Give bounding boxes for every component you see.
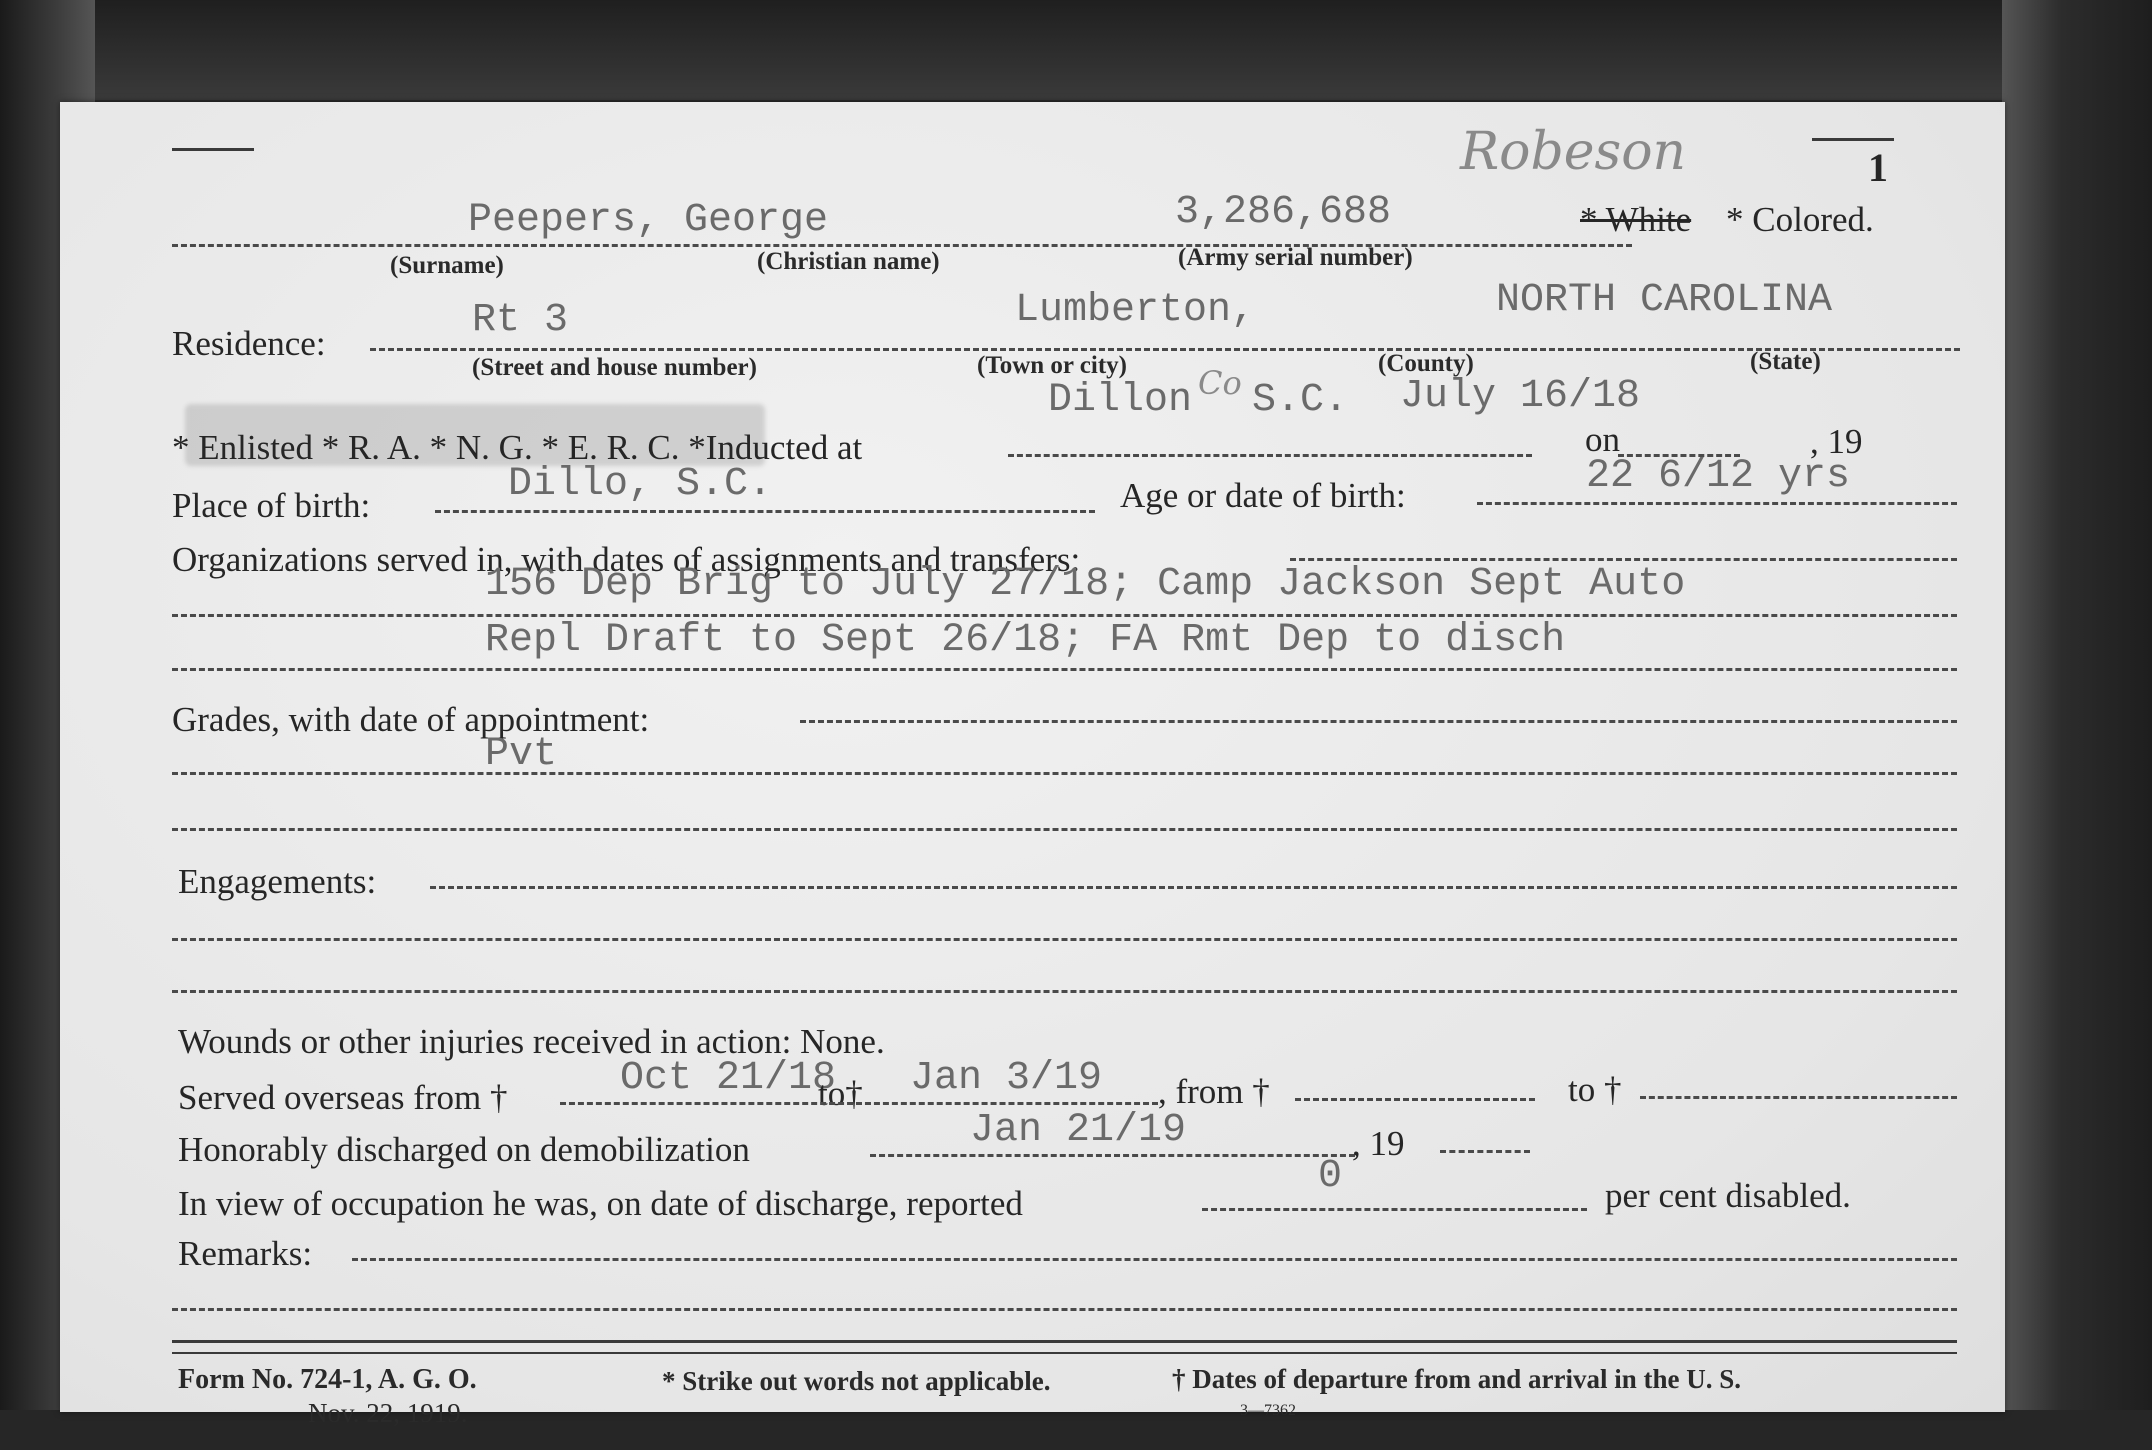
residence-state: NORTH CAROLINA — [1496, 278, 1833, 323]
race-option-colored: * Colored. — [1726, 200, 1874, 239]
discharge-year-line — [1440, 1150, 1530, 1153]
wounds-label: Wounds or other injuries received in action: None. — [178, 1022, 885, 1061]
overseas-from-2: , from † — [1158, 1072, 1270, 1111]
county-handwritten: Robeson — [1460, 122, 1687, 182]
residence-street: Rt 3 — [472, 298, 569, 343]
serial-caption: (Army serial number) — [1178, 244, 1413, 271]
engagements-rule-2 — [172, 990, 1957, 993]
form-date: Nov. 22, 1919. — [308, 1398, 468, 1428]
birth-line — [435, 510, 1095, 513]
inducted-line — [1008, 454, 1532, 457]
grades-label: Grades, with date of appointment: — [172, 700, 650, 739]
scan-background-top — [0, 0, 2152, 100]
race-option-white: * White — [1580, 200, 1692, 239]
organizations-rule-2 — [172, 668, 1957, 671]
disabled-label: per cent disabled. — [1605, 1176, 1851, 1215]
occupation-label: In view of occupation he was, on date of discharge, reported — [178, 1184, 1023, 1223]
organizations-label: Organizations served in, with dates of assignments and transfers: — [172, 540, 1081, 579]
enlisted-label: * Enlisted * R. A. * N. G. * E. R. C. *Inducted at — [172, 428, 863, 467]
overseas-line-2 — [1295, 1098, 1535, 1101]
overseas-line — [560, 1102, 1158, 1105]
organizations-line-1: 156 Dep Brig to July 27/18; Camp Jackson Sept Auto — [485, 562, 1686, 607]
grades-rule-1 — [172, 772, 1957, 775]
on-label: on — [1585, 420, 1620, 459]
overseas-from: Oct 21/18 — [620, 1056, 837, 1101]
disability-value: 0 — [1318, 1154, 1343, 1199]
footer-rule-2 — [172, 1352, 1957, 1354]
year-prefix-1: , 19 — [1810, 422, 1863, 461]
form-number: Form No. 724-1, A. G. O. — [178, 1364, 477, 1395]
residence-line — [370, 348, 1960, 351]
serial-value: 3,286,688 — [1175, 190, 1392, 235]
card-number: 1 — [1868, 145, 1888, 190]
age-label: Age or date of birth: — [1120, 476, 1406, 515]
scan-background-right — [2002, 0, 2152, 1450]
overseas-to-2: to † — [1568, 1070, 1622, 1109]
corner-rule-right — [1812, 138, 1894, 141]
discharge-label: Honorably discharged on demobilization — [178, 1130, 750, 1169]
engagements-line — [430, 886, 1957, 889]
note-dates: † Dates of departure from and arrival in the U. S. — [1172, 1364, 1741, 1394]
grades-rule-2 — [172, 828, 1957, 831]
inducted-place-note: Co — [1198, 364, 1242, 402]
organizations-rule-1 — [172, 614, 1957, 617]
surname-caption: (Surname) — [390, 252, 504, 279]
age-line — [1477, 502, 1957, 505]
service-record-card — [60, 102, 2005, 1428]
overseas-to-label: to† — [818, 1074, 863, 1113]
remarks-label: Remarks: — [178, 1234, 313, 1273]
organizations-line-0 — [1290, 558, 1957, 561]
inducted-date: July 16/18 — [1400, 374, 1641, 419]
county-caption: (County) — [1378, 350, 1474, 377]
grades-line — [800, 720, 1957, 723]
grades-value: Pvt — [485, 732, 558, 777]
discharge-line — [870, 1154, 1355, 1157]
name-line — [172, 244, 1632, 247]
inducted-place: Dillon — [1048, 378, 1193, 423]
remarks-rule-1 — [172, 1308, 1957, 1311]
birth-value: Dillo, S.C. — [508, 462, 773, 507]
remarks-line — [352, 1258, 1957, 1261]
occupation-line — [1202, 1208, 1587, 1211]
christian-name-caption: (Christian name) — [757, 248, 940, 275]
discharge-date: Jan 21/19 — [970, 1108, 1187, 1153]
overseas-label: Served overseas from † — [178, 1078, 508, 1117]
street-caption: (Street and house number) — [472, 354, 757, 381]
organizations-line-2: Repl Draft to Sept 26/18; FA Rmt Dep to disch — [485, 618, 1566, 663]
engagements-label: Engagements: — [178, 862, 377, 901]
birth-label: Place of birth: — [172, 486, 371, 525]
footer-rule-1 — [172, 1340, 1957, 1343]
residence-town: Lumberton, — [1015, 288, 1256, 333]
corner-rule — [172, 148, 254, 151]
town-caption: (Town or city) — [977, 352, 1127, 379]
overseas-line-3 — [1640, 1096, 1957, 1099]
residence-label: Residence: — [172, 324, 326, 363]
printer-code: 3—7362 — [1240, 1402, 1296, 1419]
state-caption: (State) — [1750, 348, 1821, 375]
note-strike: * Strike out words not applicable. — [662, 1366, 1051, 1396]
inducted-state: S.C. — [1252, 378, 1349, 423]
age-value: 22 6/12 yrs — [1586, 454, 1851, 499]
engagements-rule-1 — [172, 938, 1957, 941]
overseas-to: Jan 3/19 — [910, 1056, 1103, 1101]
year-prefix-2: , 19 — [1352, 1124, 1405, 1163]
name-value: Peepers, George — [468, 198, 829, 243]
